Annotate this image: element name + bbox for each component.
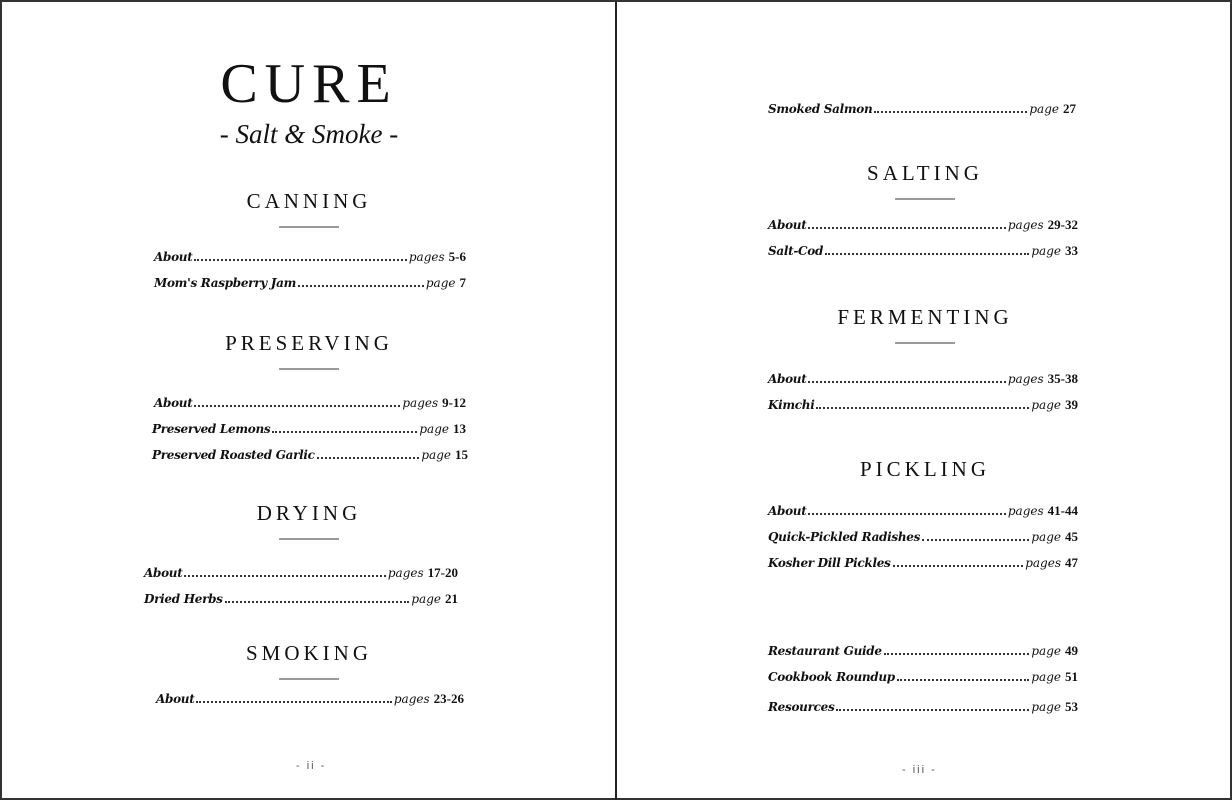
entry-label: Mom's Raspberry Jam: [154, 276, 297, 290]
section-rule: [279, 538, 339, 540]
page-word: page: [425, 276, 456, 290]
dot-leader: [836, 709, 1029, 711]
page-word: page: [1031, 398, 1061, 412]
entry-label: Preserved Lemons: [152, 422, 271, 436]
page-number: 17-20: [427, 565, 458, 580]
dot-leader: [808, 227, 1005, 229]
dot-leader: [194, 405, 400, 407]
left-page: [2, 2, 616, 800]
page-number: 23-26: [433, 691, 464, 706]
toc-entry[interactable]: [768, 503, 1078, 521]
page-number: 33: [1065, 243, 1078, 258]
entry-label: Salt-Cod: [768, 244, 824, 258]
page-number: 47: [1065, 555, 1078, 570]
page-word: pages: [393, 692, 430, 706]
section-heading: SMOKING: [245, 641, 372, 665]
dot-leader: [884, 653, 1030, 655]
entry-label: About: [768, 372, 807, 386]
dot-leader: [816, 407, 1029, 409]
section-fermenting: [618, 305, 1232, 344]
toc-entry[interactable]: [144, 591, 458, 609]
toc-entry[interactable]: [152, 447, 468, 465]
page-number: 41-44: [1047, 503, 1078, 518]
page-folio: - iii -: [902, 764, 937, 776]
page-word: page: [1031, 670, 1061, 684]
page-word: page: [1031, 244, 1061, 258]
page-number: 7: [459, 275, 466, 290]
page-number: 15: [455, 447, 468, 462]
page-word: pages: [1007, 372, 1044, 386]
page-word: page: [419, 422, 449, 436]
entry-label: Quick-Pickled Radishes: [768, 530, 921, 544]
page-number: 27: [1063, 101, 1076, 116]
toc-entry[interactable]: [768, 555, 1078, 573]
dot-leader: [808, 513, 1005, 515]
toc-entry[interactable]: [154, 249, 466, 267]
entry-label: About: [144, 566, 183, 580]
page-word: page: [1031, 700, 1061, 714]
page-word: page: [1029, 102, 1059, 116]
page-word: pages: [1025, 556, 1061, 570]
toc-entry[interactable]: [768, 217, 1078, 235]
entry-label: Resources: [768, 700, 835, 714]
section-rule: [279, 226, 339, 228]
page-number: 49: [1065, 643, 1078, 658]
toc-entry[interactable]: [768, 397, 1078, 415]
page-word: page: [1031, 644, 1061, 658]
dot-leader: [893, 565, 1024, 567]
page-number: 53: [1065, 699, 1078, 714]
toc-entry[interactable]: [768, 243, 1078, 261]
entry-label: About: [768, 504, 807, 518]
dot-leader: [825, 253, 1029, 255]
section-heading: CANNING: [246, 189, 372, 213]
dot-leader: [317, 457, 420, 459]
entry-label: Preserved Roasted Garlic: [152, 448, 315, 462]
toc-entry[interactable]: [154, 275, 466, 293]
page-number: 45: [1065, 529, 1078, 544]
page-word: pages: [1007, 218, 1044, 232]
section-heading: PRESERVING: [225, 331, 393, 355]
toc-entry[interactable]: [768, 699, 1078, 717]
book-subtitle: - Salt & Smoke -: [219, 119, 399, 149]
dot-leader: [194, 259, 406, 261]
toc-entry[interactable]: [156, 691, 464, 709]
toc-entry[interactable]: [768, 371, 1078, 389]
section-canning: [2, 189, 616, 228]
toc-entry[interactable]: [152, 421, 466, 439]
page-number: 29-32: [1047, 217, 1078, 232]
section-rule: [895, 198, 955, 200]
entry-label: Dried Herbs: [144, 592, 223, 606]
page-word: page: [421, 448, 451, 462]
entry-label: About: [156, 692, 195, 706]
dot-leader: [272, 431, 417, 433]
entry-label: Cookbook Roundup: [768, 670, 895, 684]
page-word: pages: [1007, 504, 1044, 518]
page-number: 35-38: [1047, 371, 1078, 386]
section-preserving: [2, 331, 616, 370]
dot-leader: [184, 575, 385, 577]
dot-leader: [874, 111, 1027, 113]
entry-label: About: [154, 396, 193, 410]
page-word: page: [1031, 530, 1061, 544]
book-title: CURE: [220, 53, 398, 115]
page-number: 51: [1065, 669, 1078, 684]
entry-label: Restaurant Guide: [768, 644, 882, 658]
page-number: 5-6: [448, 249, 466, 264]
page-word: pages: [408, 250, 445, 264]
section-rule: [279, 368, 339, 370]
section-smoking: [2, 641, 616, 680]
section-pickling: [618, 457, 1232, 482]
page-word: page: [411, 592, 441, 606]
section-heading: DRYING: [256, 501, 362, 525]
right-page: [618, 2, 1232, 800]
page-folio: - ii -: [296, 760, 327, 772]
page-number: 13: [453, 421, 466, 436]
page-word: pages: [402, 396, 439, 410]
entry-label: About: [154, 250, 193, 264]
dot-leader: [196, 701, 391, 703]
section-heading: SALTING: [867, 161, 983, 185]
page-word: pages: [387, 566, 424, 580]
toc-entry[interactable]: [154, 395, 466, 413]
section-heading: FERMENTING: [837, 305, 1013, 329]
section-drying: [2, 501, 616, 540]
dot-leader: [922, 539, 1029, 541]
entry-label: Smoked Salmon: [768, 102, 873, 116]
dot-leader: [808, 381, 1005, 383]
toc-entry[interactable]: [768, 529, 1078, 547]
section-rule: [279, 678, 339, 680]
entry-label: Kimchi: [768, 398, 815, 412]
toc-entry[interactable]: [768, 669, 1078, 687]
dot-leader: [897, 679, 1029, 681]
toc-entry[interactable]: [144, 565, 458, 583]
section-salting: [618, 161, 1232, 200]
entry-label: Kosher Dill Pickles: [768, 556, 891, 570]
toc-entry[interactable]: [768, 101, 1076, 119]
dot-leader: [225, 601, 410, 603]
section-heading: PICKLING: [860, 457, 990, 481]
dot-leader: [298, 285, 424, 287]
page-number: 9-12: [442, 395, 466, 410]
toc-entry[interactable]: [768, 643, 1078, 661]
entry-label: About: [768, 218, 807, 232]
page-number: 21: [445, 591, 458, 606]
page-number: 39: [1065, 397, 1078, 412]
section-rule: [895, 342, 955, 344]
